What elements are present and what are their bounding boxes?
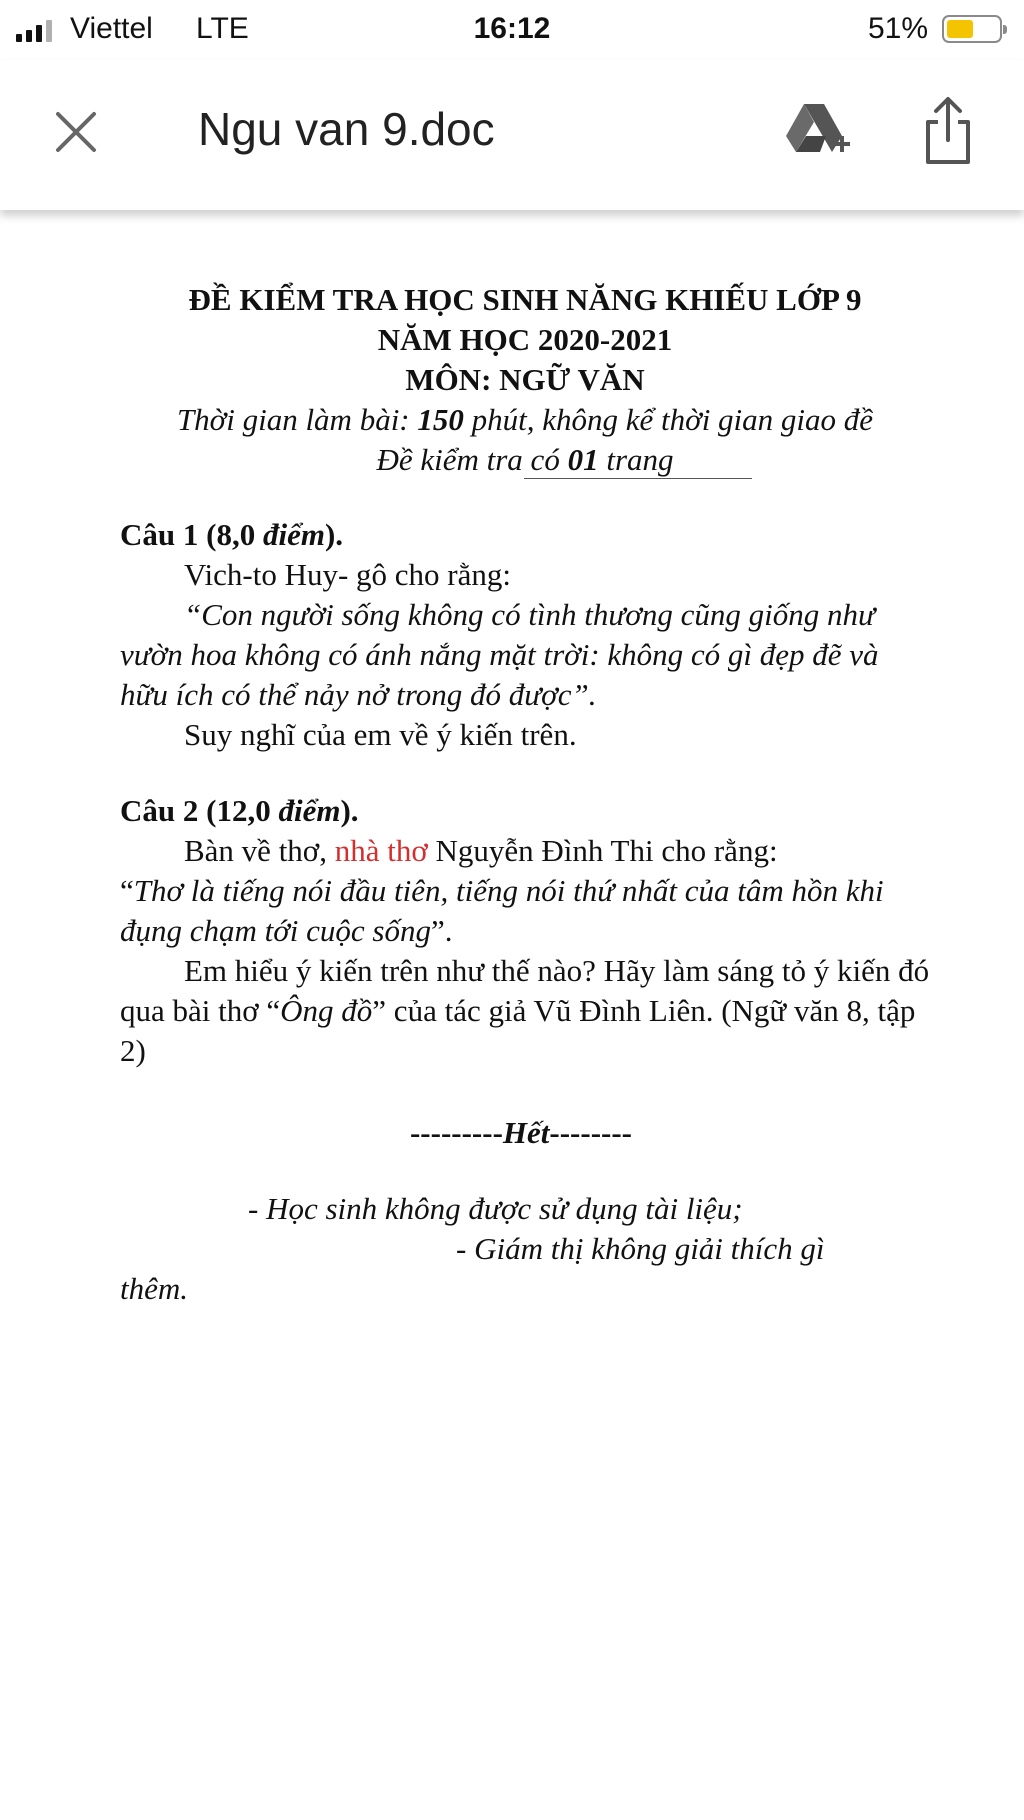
duration-prefix: Thời gian làm bài:	[176, 402, 418, 437]
battery-level-fill	[947, 20, 973, 38]
page-count-suffix: trang	[598, 442, 674, 477]
viewer-toolbar	[0, 60, 1024, 210]
subject: MÔN: NGỮ VĂN	[405, 362, 645, 397]
note-proctors-continued: thêm.	[120, 1271, 189, 1306]
end-dashes-right: --------	[549, 1115, 632, 1150]
end-marker	[112, 1113, 930, 1153]
question-2-task-after: ” của tác giả Vũ Đình Liên. (Ngữ văn 8, tập 2)	[120, 993, 916, 1068]
share-icon	[920, 96, 976, 166]
exam-title: ĐỀ KIỂM TRA HỌC SINH NĂNG KHIẾU LỚP 9	[188, 282, 862, 317]
question-1-task: Suy nghĩ của em về ý kiến trên.	[184, 717, 577, 752]
question-2-label-text: Câu 2 (12,0	[120, 793, 279, 828]
carrier-name: Viettel	[70, 12, 153, 45]
question-2-quote	[120, 871, 930, 951]
end-dashes-left: ---------	[409, 1115, 503, 1150]
question-2-label-end: ).	[340, 793, 359, 828]
battery-percent: 51%	[867, 12, 928, 45]
question-2-task	[120, 951, 930, 1071]
page-count	[120, 440, 930, 480]
question-1	[120, 515, 930, 755]
question-2	[120, 791, 930, 1071]
note-proctors: - Giám thị không giải thích gì	[456, 1231, 825, 1266]
exam-notes	[120, 1189, 930, 1309]
question-1-label-end: ).	[324, 517, 344, 552]
status-bar	[0, 0, 1024, 60]
school-year: NĂM HỌC 2020-2021	[377, 322, 673, 357]
question-2-task-before: Em hiểu ý kiến trên như thế nào? Hãy làm sáng tỏ ý kiến đó qua bài thơ “	[120, 953, 930, 1028]
network-type: LTE	[196, 12, 249, 45]
question-2-intro-after: Nguyễn Đình Thi cho rằng:	[427, 833, 778, 868]
exam-duration	[120, 400, 930, 440]
question-2-quote-close: ”.	[431, 913, 453, 948]
close-icon	[50, 106, 102, 158]
duration-value: 150	[417, 402, 464, 437]
status-time: 16:12	[473, 12, 551, 45]
share-button[interactable]	[920, 96, 976, 166]
note-students: - Học sinh không được sử dụng tài liệu;	[248, 1191, 743, 1226]
close-button[interactable]	[50, 106, 102, 158]
question-2-intro-highlight: nhà thơ	[334, 833, 428, 868]
question-1-points-word: điểm	[262, 517, 325, 552]
add-to-drive-icon	[784, 98, 852, 164]
question-1-label	[120, 515, 930, 555]
question-2-points-word: điểm	[278, 793, 341, 828]
page-count-prefix: Đề kiểm tra có	[376, 442, 568, 477]
question-1-intro: Vich-to Huy- gô cho rằng:	[184, 557, 511, 592]
end-word: Hết	[502, 1115, 550, 1150]
question-2-quote-text: Thơ là tiếng nói đầu tiên, tiếng nói thứ nhất của tâm hồn khi đụng chạm tới cuộc sống	[120, 873, 884, 948]
duration-suffix: phút, không kể thời gian giao đề	[463, 402, 874, 437]
question-2-quote-open: “	[120, 873, 134, 908]
question-1-label-text: Câu 1 (8,0	[120, 517, 263, 552]
question-1-quote: “Con người sống không có tình thương cũng giống như vườn hoa không có ánh nắng mặt trời: không có gì đẹp đẽ và hữu ích có thể nảy nở trong đó được”.	[120, 597, 879, 712]
page-count-value: 01	[567, 442, 599, 477]
battery-icon	[942, 15, 1002, 43]
document-page	[120, 280, 930, 1309]
question-2-intro	[120, 831, 930, 871]
add-to-drive-button[interactable]	[784, 98, 852, 164]
question-2-intro-before: Bàn về thơ,	[184, 833, 335, 868]
document-title: Ngu van 9.doc	[198, 103, 495, 155]
question-2-task-poem: Ông đồ	[280, 993, 373, 1028]
question-2-label	[120, 791, 930, 831]
